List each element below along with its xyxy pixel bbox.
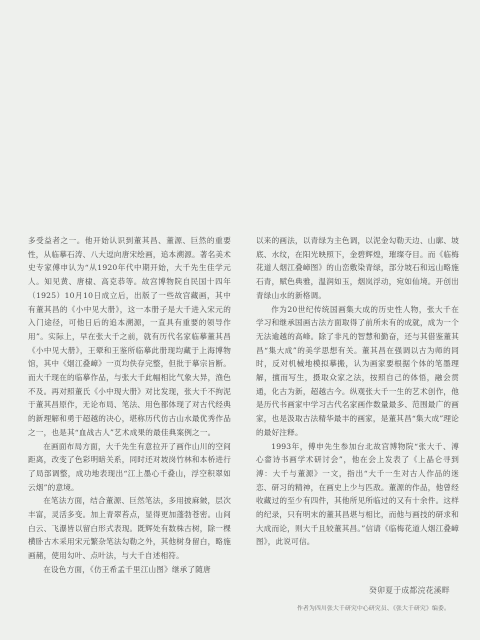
author-note: 作者为四川张大千研究中心研究员、《张大千研究》编委。	[296, 606, 450, 612]
paragraph: 在笔法方面，结合董源、巨然笔法，多用披麻皴，层次丰富，灵活多变。加上青翠苔点，显得更加蓬勃苍密。山间白云、飞瀑皆以留白形式表现。既辉处有数株古树，除一棵横卧古木采用宋元繁杂笔法勾勒之外，其他树身留白，略施画赭，使用勾叶、点叶法，与大千自述相符。	[28, 496, 231, 561]
right-text-column	[256, 234, 459, 549]
signature-line: 癸卯夏于成都浣花溪畔	[369, 586, 450, 595]
paragraph: 在设色方面，《仿王希孟千里江山图》继承了随唐	[43, 564, 211, 574]
paragraph: 1993年，傅申先生参加台北故宫博物院“张大千、溥心畲诗书画学术研讨会”，他在会上发表了《上晶仑寻到溥：大千与董源》一文，指出“大千一生对古人作品的迷恋、研习的精神，在画史上少与匹敌。董源的作品，他曾经收藏过的至少有四件，其他所见所临过的又有十余件。这样的纪录，只有明末的董其昌堪与相比，而他与画技的研求和大成而论，则大千且较董其昌。”信请《临梅花道人烟江叠嶂图》，此说可信。	[256, 441, 459, 547]
paragraph: 作为20世纪传统国画集大成的历史性人物，张大千在学习和继承国画古法方面取得了前所未有的成就，成为一个无法逾越的高峰。除了非凡的智慧和勤奋，还与其借鉴董其昌“集大成”的美学思想有关。董其昌在强调以古为师的同时，反对机械地模拟摹搬，认为画家要根据个体的笔墨理解，擅而写生，摄取众家之法，按照自己的体悟，融会贯通，化古为新，超越古今。纵观张大千一生的艺术创作，他是历代书画家中学习古代名家画作数量最多、范围最广的画家，也是汲取古法精华最丰的画家，是董其昌“集大成”理论的最好注释。	[256, 304, 460, 437]
paragraph: 多受益者之一。他开始认识到董其昌、董源、巨然的重要性，从临摹石涛、八大逗向唐宋绘画，追本溯源。著名美术史专家傅申认为“从1920年代中期开始，大千先生佳学元人。知见黄、唐棣、高克恭等。故宫博物院自民国十四年（1925）10月10日成立后，出版了一些故宫藏画，其中有董其昌的《小中见大册》，这一本册子是大千进入宋元的入门途径，可他日后的追本溯源，一直具有重要的领导作用”。实际上，早在张大千之前，就有历代名家临摹董其昌《小中见大册》，王翚和王鉴所临摹此册现均藏于上海博物馆，其中《烟江叠嶂》一页均佚存完整，但批于摹宗旨断。而大千现在的临摹作品，与张大千此幅相比气象大异，渔色不及。再对照董氏《小中现大册》对比发现，张大千不拘泥于董其昌原作，无论布局、笔法、用色都体现了对古代经典的新理解和勇于超越的决心，堪称历代仿古山水最优秀作品之一，也是其“血战古人”艺术成果的最佳典案例之一。	[28, 236, 231, 437]
paragraph: 以来的画法，以青绿为主色调，以泥金勾勒天边、山廓、坡底、水纹，在阳光映照下，金碧辉煌，璀璨夺目。而《临梅花道人烟江叠嶂图》的山峦敷染青绿，部分坡石和远山略施石青，赋色典雅，温润如玉，烟岚浮动，宛如仙境。开创出青绿山水的新格调。	[256, 236, 459, 300]
left-text-column	[28, 234, 231, 577]
paragraph: 在画面布局方面，大千先生有意拉开了画作山川的空间距离，改变了色彩明暗关系，同时还对坡岗竹林和本桥进行了局部调整，成功地表现出“江上墨心千叠山，浮空积翠如云烟”的意境。	[28, 441, 231, 492]
